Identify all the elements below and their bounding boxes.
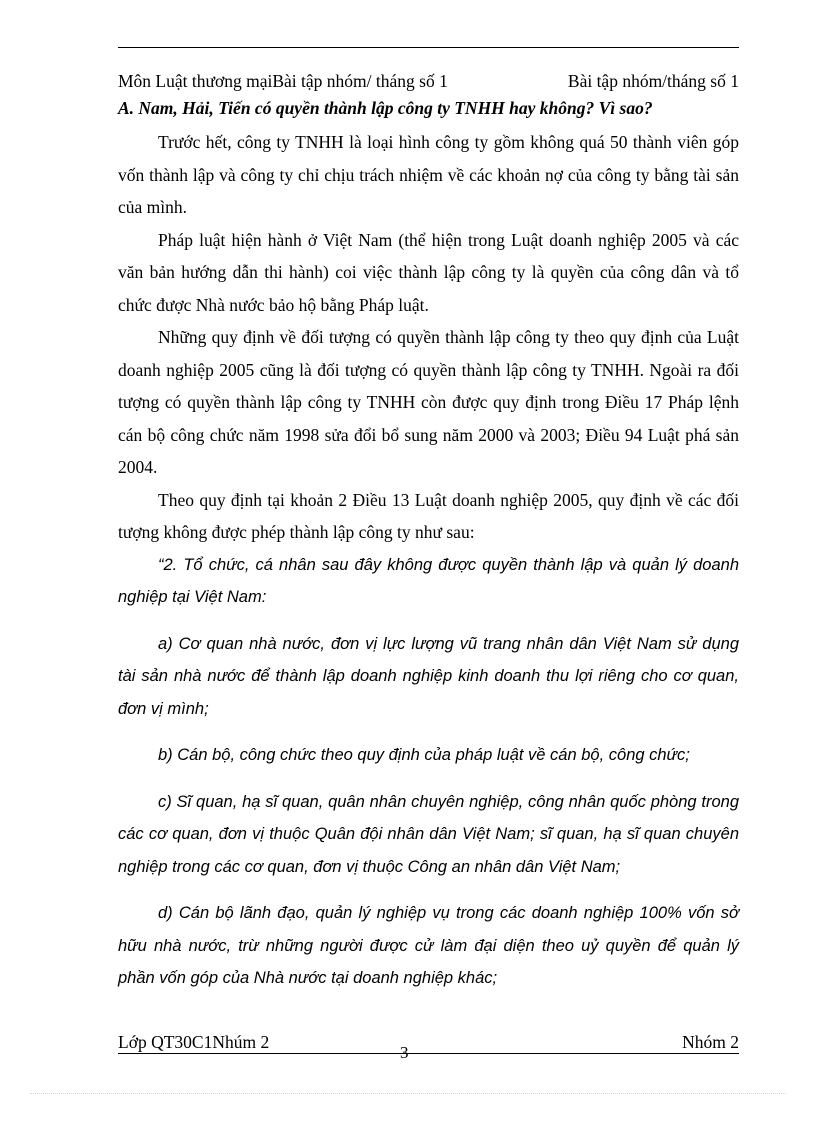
page-bottom-border [30,1093,786,1094]
footer-rule [118,1053,739,1054]
header-left: Môn Luật thương mạiBài tập nhóm/ tháng số 1 [118,71,448,91]
quote-item-d: d) Cán bộ lãnh đạo, quản lý nghiệp vụ trong các doanh nghiệp 100% vốn sở hữu nhà nước, trừ những người được cử làm đại diện theo uỷ quyền để quản lý phần vốn góp của Nhà nước tại doanh nghiệp khác; [118,904,739,987]
page-number: 3 [400,1043,409,1062]
paragraph-1: Trước hết, công ty TNHH là loại hình công ty gồm không quá 50 thành viên góp vốn thành lập và công ty chỉ chịu trách nhiệm về các khoản nợ của công ty bằng tài sản của mình. [118,132,739,217]
paragraph-2: Pháp luật hiện hành ở Việt Nam (thể hiện trong Luật doanh nghiệp 2005 và các văn bản hướng dẫn thi hành) coi việc thành lập công ty là quyền của công dân và tổ chức được Nhà nước bảo hộ bằng Pháp luật. [118,229,739,315]
quote-item-a: a) Cơ quan nhà nước, đơn vị lực lượng vũ trang nhân dân Việt Nam sử dụng tài sản nhà nước để thành lập doanh nghiệp kinh doanh thu lợi riêng cho cơ quan, đơn vị mình; [118,634,739,718]
section-heading: A. Nam, Hải, Tiến có quyền thành lập công ty TNHH hay không? Vì sao? [118,98,653,118]
document-body [118,126,739,995]
page-footer [118,1030,739,1054]
page-header [118,68,739,94]
paragraph-3: Những quy định về đối tượng có quyền thành lập công ty theo quy định của Luật doanh nghiệp 2005 cũng là đối tượng có quyền thành lập công ty TNHH. Ngoài ra đối tượng có quyền thành lập công ty TNHH còn được quy định trong Điều 17 Pháp lệnh cán bộ công chức năm 1998 sửa đổi bổ sung năm 2000 và 2003; Điều 94 Luật phá sản 2004. [118,327,739,477]
quote-item-b: b) Cán bộ, công chức theo quy định của pháp luật về cán bộ, công chức; [158,746,690,764]
quote-item-c: c) Sĩ quan, hạ sĩ quan, quân nhân chuyên nghiệp, công nhân quốc phòng trong các cơ quan, đơn vị thuộc Quân đội nhân dân Việt Nam; sĩ quan, hạ sĩ quan chuyên nghiệp trong các cơ quan, đơn vị thuộc Công an nhân dân Việt Nam; [118,792,739,876]
paragraph-4: Theo quy định tại khoản 2 Điều 13 Luật doanh nghiệp 2005, quy định về các đối tượng không được phép thành lập công ty như sau: [118,489,739,542]
quote-intro: “2. Tổ chức, cá nhân sau đây không được quyền thành lập và quản lý doanh nghiệp tại Việt Nam: [118,555,739,606]
header-rule [118,47,739,48]
footer-right: Nhóm 2 [682,1032,739,1052]
header-right: Bài tập nhóm/tháng số 1 [567,71,739,91]
footer-left: Lớp QT30C1Nhúm 2 [118,1032,270,1052]
